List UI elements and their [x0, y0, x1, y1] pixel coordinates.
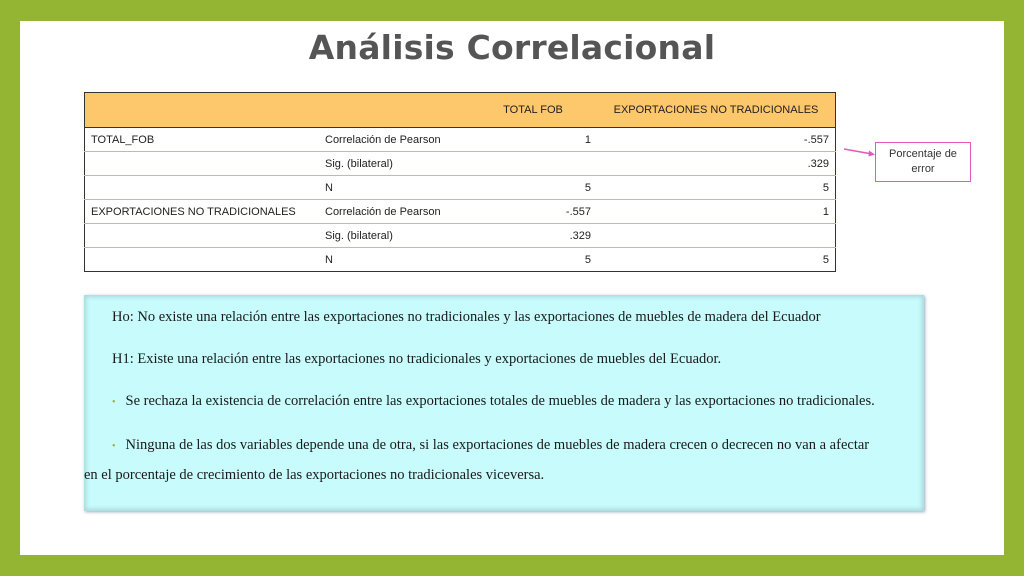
table-cell [85, 224, 320, 248]
table-cell: 5 [597, 248, 836, 272]
hypothesis-textbox [84, 295, 924, 511]
table-cell: N [319, 248, 469, 272]
bullet-icon: • [112, 441, 116, 452]
null-hypothesis: Ho: No existe una relación entre las exportaciones no tradicionales y las exportaciones de muebles de madera del Ecuador [112, 309, 821, 325]
table-cell [597, 224, 836, 248]
table-cell: 1 [469, 128, 597, 152]
conclusion-text: Se rechaza la existencia de correlación entre las exportaciones totales de muebles de madera y las exportaciones no tradicionales. [125, 393, 875, 409]
table-cell [85, 152, 320, 176]
independence-text-1: Ninguna de las dos variables depende una de otra, si las exportaciones de muebles de madera crecen o decrecen no van a afectar [125, 437, 870, 453]
table-cell: -.557 [469, 200, 597, 224]
header-cell [85, 93, 320, 128]
table-row [85, 152, 836, 176]
error-percentage-callout: Porcentaje de error [875, 142, 971, 182]
conclusion-bullet [112, 387, 916, 417]
table-cell: N [319, 176, 469, 200]
header-cell: TOTAL FOB [469, 93, 597, 128]
table-cell: TOTAL_FOB [85, 128, 320, 152]
correlation-table [84, 92, 836, 272]
table-cell: .329 [469, 224, 597, 248]
table-cell: Correlación de Pearson [319, 200, 469, 224]
table-cell: Sig. (bilateral) [319, 224, 469, 248]
table-row [85, 248, 836, 272]
independence-text-2: en el porcentaje de crecimiento de las exportaciones no tradicionales viceversa. [84, 467, 545, 483]
table-cell: Correlación de Pearson [319, 128, 469, 152]
header-cell [319, 93, 469, 128]
table-cell [469, 152, 597, 176]
table-row [85, 224, 836, 248]
table-header-row [85, 93, 836, 128]
bullet-icon: • [112, 397, 116, 408]
table-cell: EXPORTACIONES NO TRADICIONALES [85, 200, 320, 224]
table-cell: 1 [597, 200, 836, 224]
table-cell: -.557 [597, 128, 836, 152]
alternative-hypothesis: H1: Existe una relación entre las exportaciones no tradicionales y exportaciones de muebles del Ecuador. [112, 351, 722, 367]
table-cell [85, 248, 320, 272]
table-cell [85, 176, 320, 200]
table-row [85, 176, 836, 200]
table-cell: .329 [597, 152, 836, 176]
table-row [85, 128, 836, 152]
table-cell: Sig. (bilateral) [319, 152, 469, 176]
page-title: Análisis Correlacional [308, 28, 716, 67]
table-cell: 5 [469, 248, 597, 272]
header-cell: EXPORTACIONES NO TRADICIONALES [597, 93, 836, 128]
table-cell: 5 [597, 176, 836, 200]
table-cell: 5 [469, 176, 597, 200]
table-row [85, 200, 836, 224]
independence-bullet [84, 431, 916, 489]
arrow-icon [842, 148, 875, 158]
